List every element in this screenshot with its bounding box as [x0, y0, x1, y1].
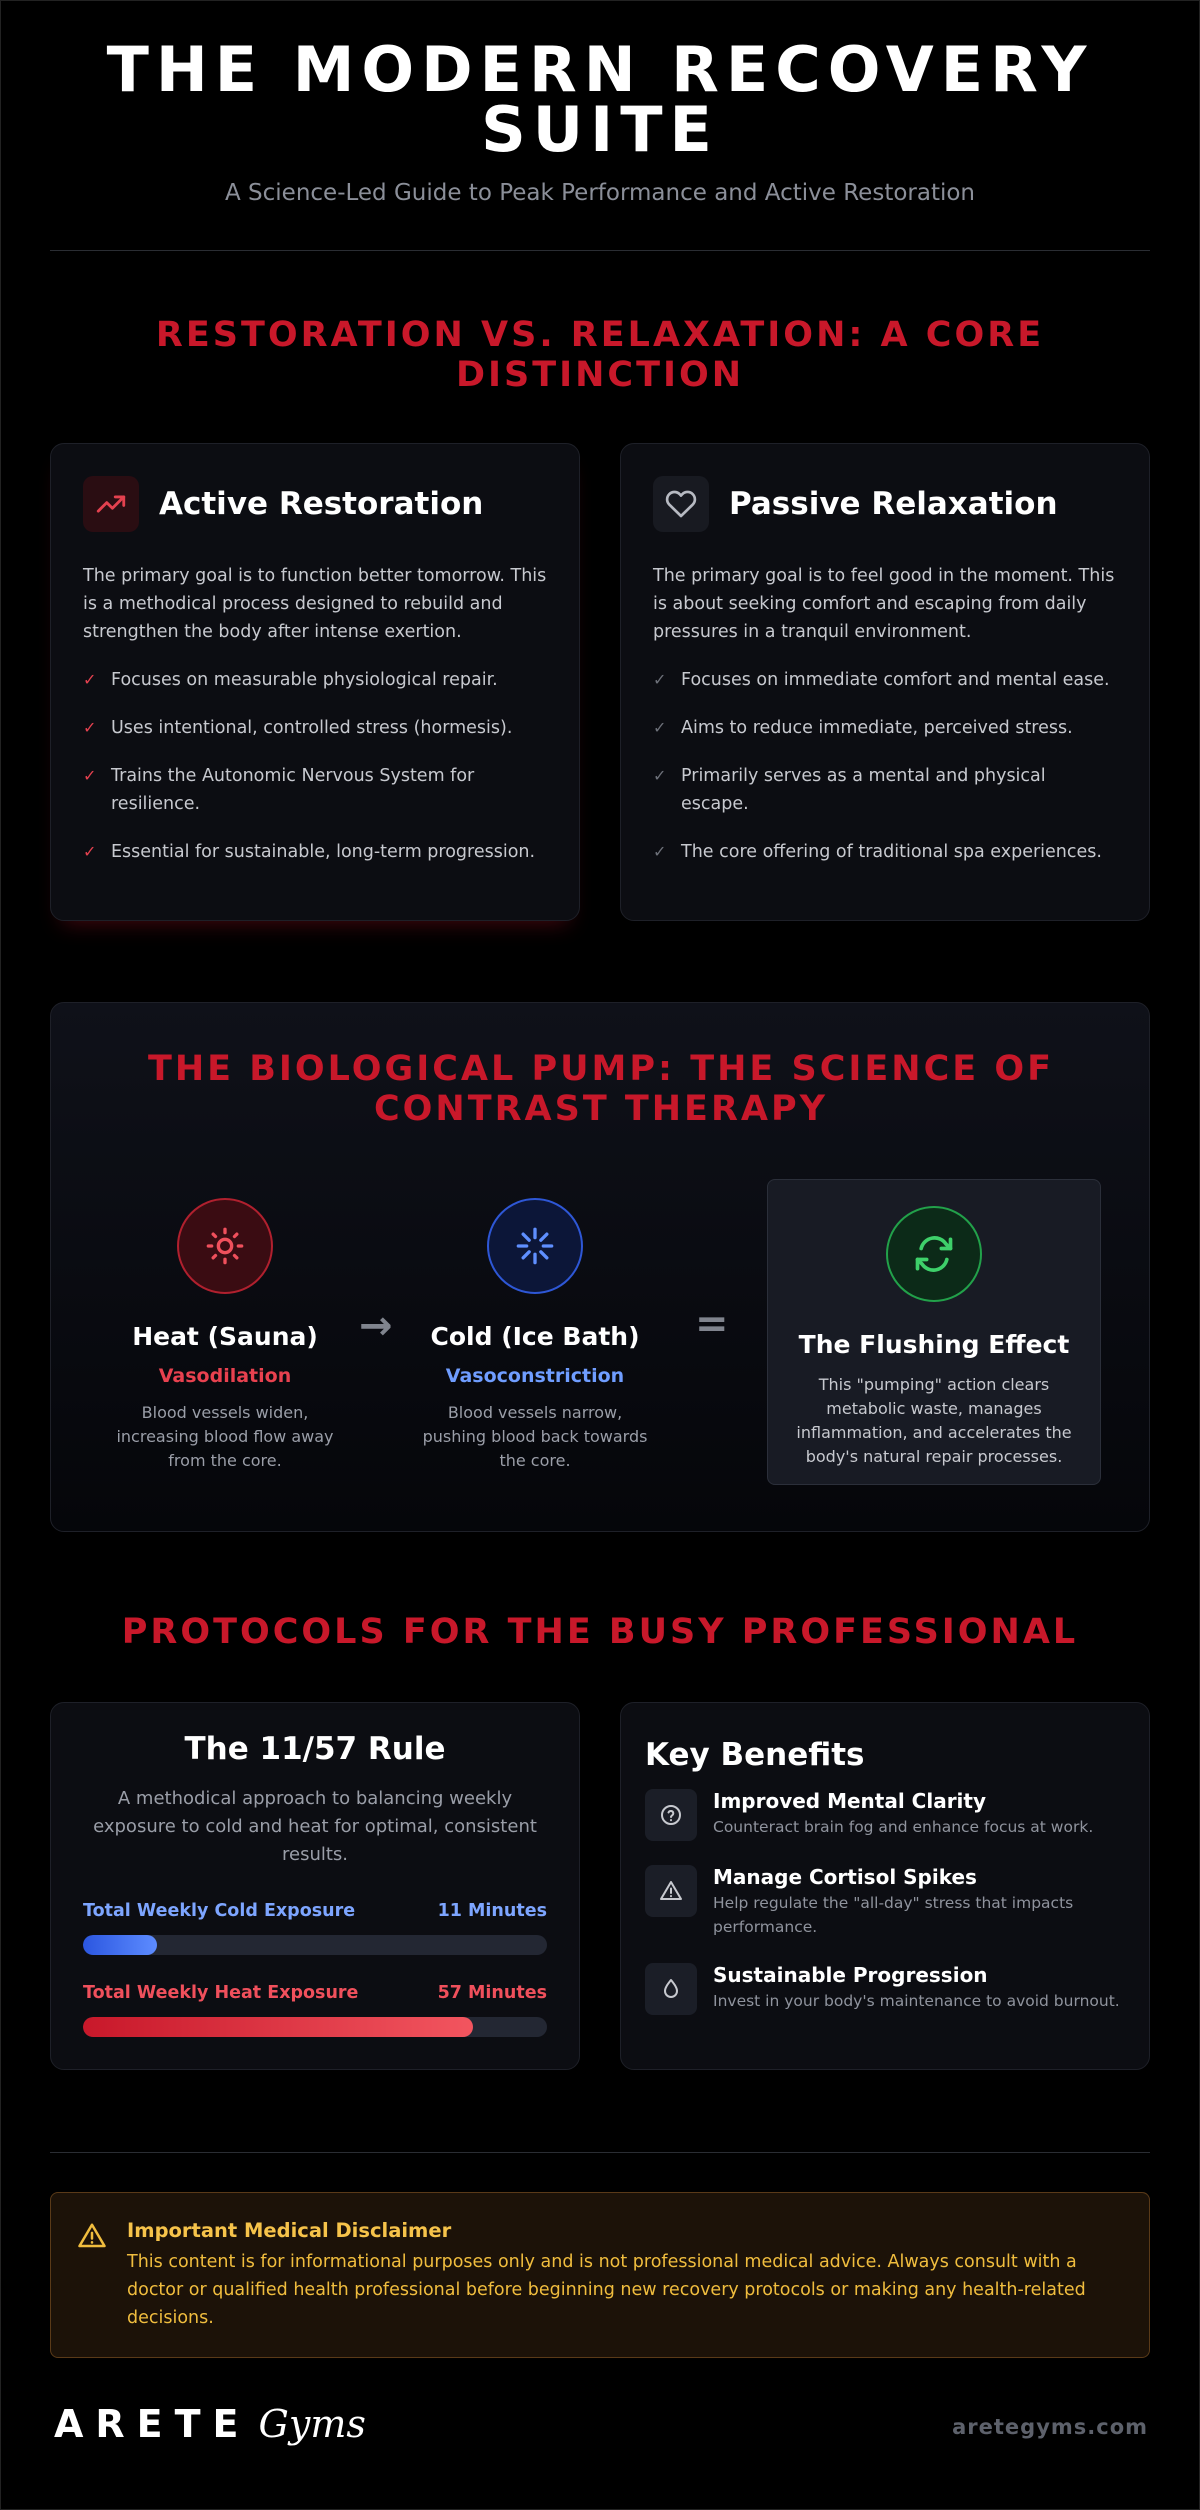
check-icon: ✓ — [83, 670, 97, 689]
section-title-line2: CONTRAST THERAPY — [373, 1089, 829, 1129]
cold-exposure-bar — [83, 1901, 547, 1955]
benefit-title: Improved Mental Clarity — [713, 1789, 987, 1813]
list-item — [83, 714, 547, 742]
list-item — [83, 838, 547, 866]
section-title-line2: DISTINCTION — [455, 355, 745, 395]
heat-exposure-bar — [83, 1983, 547, 2037]
benefit-description: Help regulate the "all-day" stress that impacts performance. — [713, 1894, 1074, 1936]
cold-exposure-value: 11 Minutes — [437, 1901, 547, 1921]
cold-exposure-fill — [83, 1935, 157, 1955]
check-icon: ✓ — [83, 766, 97, 785]
list-item-text: The core offering of traditional spa experiences. — [681, 842, 1102, 862]
benefit-item — [645, 1789, 1125, 1841]
passive-relaxation-card — [620, 443, 1150, 921]
list-item — [83, 762, 547, 818]
page-title-line1: THE MODERN RECOVERY — [106, 33, 1094, 106]
heat-exposure-track — [83, 2017, 547, 2037]
rule-description: A methodical approach to balancing weekly exposure to cold and heat for optimal, consistent results. — [93, 1788, 537, 1865]
passive-relaxation-list — [653, 666, 1117, 866]
page-title-line2: SUITE — [481, 93, 719, 166]
disclaimer-title: Important Medical Disclaimer — [127, 2219, 452, 2242]
list-item — [653, 666, 1117, 694]
refresh-icon — [886, 1206, 982, 1302]
page-title — [50, 33, 1150, 166]
snowflake-icon — [487, 1198, 583, 1294]
passive-relaxation-title: Passive Relaxation — [729, 486, 1058, 522]
heat-exposure-value: 57 Minutes — [437, 1983, 547, 2003]
arete-gyms-logo — [54, 2402, 366, 2446]
page-subtitle: A Science-Led Guide to Peak Performance and Active Restoration — [224, 180, 976, 206]
warning-triangle-icon — [77, 2221, 107, 2255]
check-icon: ✓ — [83, 718, 97, 737]
cold-exposure-track — [83, 1935, 547, 1955]
list-item-text: Essential for sustainable, long-term progression. — [111, 842, 536, 862]
cold-title: Cold (Ice Bath) — [430, 1322, 640, 1351]
check-icon: ✓ — [653, 766, 667, 785]
check-icon: ✓ — [653, 670, 667, 689]
hero-header — [50, 33, 1150, 206]
list-item-text: Focuses on immediate comfort and mental ease. — [681, 670, 1110, 690]
arrow-right-icon: → — [359, 1303, 393, 1349]
list-item-text: Trains the Autonomic Nervous System for resilience. — [111, 766, 475, 814]
heat-exposure-fill — [83, 2017, 473, 2037]
cold-description: Blood vessels narrow, pushing blood back towards the core. — [422, 1403, 648, 1470]
logo-script: Gyms — [258, 2402, 366, 2446]
heat-term: Vasodilation — [158, 1365, 292, 1387]
divider — [50, 2152, 1150, 2153]
medical-disclaimer — [50, 2192, 1150, 2358]
heat-description: Blood vessels widen, increasing blood flow away from the core. — [116, 1403, 334, 1470]
heat-exposure-label: Total Weekly Heat Exposure — [83, 1983, 359, 2003]
warning-triangle-icon — [645, 1865, 697, 1917]
website-link[interactable]: aretegyms.com — [952, 2415, 1148, 2439]
equals-icon: = — [695, 1301, 729, 1347]
question-circle-icon — [645, 1789, 697, 1841]
passive-relaxation-description: The primary goal is to feel good in the moment. This is about seeking comfort and escaping from daily pressures in a tranquil environment. — [653, 566, 1115, 642]
flushing-effect-card — [767, 1179, 1101, 1485]
list-item-text: Aims to reduce immediate, perceived stress. — [681, 718, 1073, 738]
droplet-icon — [645, 1963, 697, 2015]
cold-exposure-label: Total Weekly Cold Exposure — [83, 1901, 356, 1921]
list-item-text: Uses intentional, controlled stress (hormesis). — [111, 718, 513, 738]
list-item — [653, 714, 1117, 742]
trending-up-icon — [83, 476, 139, 532]
section-title-restoration — [50, 315, 1150, 395]
rule-title: The 11/57 Rule — [184, 1731, 446, 1767]
section-title-line1: RESTORATION VS. RELAXATION: A CORE — [155, 315, 1045, 355]
check-icon: ✓ — [653, 842, 667, 861]
sun-icon — [177, 1198, 273, 1294]
section-title-pump — [51, 1049, 1151, 1129]
heat-phase — [105, 1198, 345, 1473]
cold-term: Vasoconstriction — [445, 1365, 625, 1387]
active-restoration-description: The primary goal is to function better tomorrow. This is a methodical process designed to rebuild and strengthen the body after intense exertion. — [83, 566, 547, 642]
flushing-effect-description: This "pumping" action clears metabolic waste, manages inflammation, and accelerates the body's natural repair processes. — [796, 1375, 1072, 1466]
benefit-title: Sustainable Progression — [713, 1963, 988, 1987]
key-benefits-title: Key Benefits — [645, 1737, 865, 1773]
benefit-description: Invest in your body's maintenance to avoid burnout. — [713, 1992, 1120, 2010]
rule-card — [50, 1702, 580, 2070]
heart-icon — [653, 476, 709, 532]
section-title-protocols: PROTOCOLS FOR THE BUSY PROFESSIONAL — [121, 1612, 1079, 1652]
logo-word: ARETE — [54, 2402, 251, 2446]
active-restoration-list — [83, 666, 547, 866]
list-item — [653, 838, 1117, 866]
disclaimer-text: This content is for informational purposes only and is not professional medical advice. Always consult with a doctor or qualified health professional before beginning new recovery protocols or making any health-related decisions. — [127, 2252, 1086, 2328]
list-item-text: Primarily serves as a mental and physical escape. — [681, 766, 1046, 814]
biological-pump-panel — [50, 1002, 1150, 1532]
check-icon: ✓ — [653, 718, 667, 737]
divider — [50, 250, 1150, 251]
benefit-item — [645, 1865, 1125, 1939]
list-item-text: Focuses on measurable physiological repair. — [111, 670, 498, 690]
list-item — [83, 666, 547, 694]
benefit-item — [645, 1963, 1125, 2015]
benefit-title: Manage Cortisol Spikes — [713, 1865, 977, 1889]
key-benefits-card — [620, 1702, 1150, 2070]
active-restoration-title: Active Restoration — [159, 486, 484, 522]
cold-phase — [415, 1198, 655, 1473]
heat-title: Heat (Sauna) — [132, 1322, 318, 1351]
section-title-line1: THE BIOLOGICAL PUMP: THE SCIENCE OF — [147, 1049, 1055, 1089]
active-restoration-card — [50, 443, 580, 921]
benefit-description: Counteract brain fog and enhance focus at work. — [713, 1818, 1094, 1836]
flushing-effect-title: The Flushing Effect — [798, 1330, 1070, 1359]
list-item — [653, 762, 1117, 818]
check-icon: ✓ — [83, 842, 97, 861]
